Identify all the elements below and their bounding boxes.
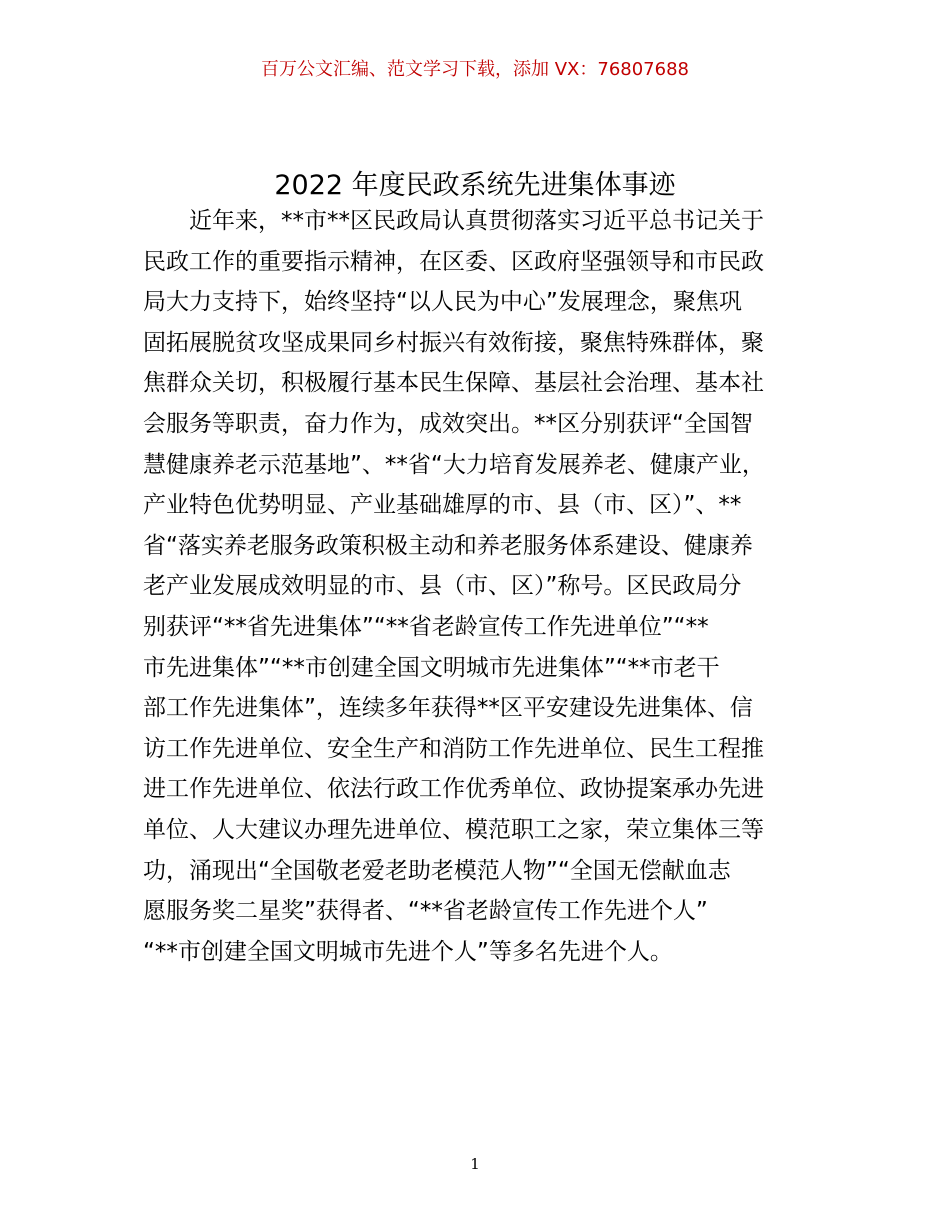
body-line: 产业特色优势明显、产业基础雄厚的市、县（市、区）”、** xyxy=(143,492,742,519)
body-line: 局大力支持下，始终坚持“以人民为中心”发展理念，聚焦巩 xyxy=(143,289,742,316)
body-line: 民政工作的重要指示精神，在区委、区政府坚强领导和市民政 xyxy=(143,248,764,275)
body-line: 省“落实养老服务政策积极主动和养老服务体系建设、健康养 xyxy=(143,532,753,559)
body-line: 单位、人大建议办理先进单位、模范职工之家，荣立集体三等 xyxy=(143,816,764,843)
body-line: 老产业发展成效明显的市、县（市、区）”称号。区民政局分 xyxy=(143,573,742,600)
body-line: 进工作先进单位、依法行政工作优秀单位、政协提案承办先进 xyxy=(143,776,764,803)
header-banner: 百万公文汇编、范文学习下载，添加 VX：76807688 xyxy=(261,59,689,80)
page-number: 1 xyxy=(470,1155,480,1173)
document-title: 2022 年度民政系统先进集体事迹 xyxy=(274,170,676,201)
body-line: “**市创建全国文明城市先进个人”等多名先进个人。 xyxy=(143,938,673,965)
body-line: 固拓展脱贫攻坚成果同乡村振兴有效衔接，聚焦特殊群体，聚 xyxy=(143,329,764,356)
body-line: 别获评“**省先进集体”“**省老龄宣传工作先进单位”“** xyxy=(143,613,709,640)
document-body xyxy=(143,201,815,972)
body-line: 访工作先进单位、安全生产和消防工作先进单位、民生工程推 xyxy=(143,735,764,762)
body-line: 功，涌现出“全国敬老爱老助老模范人物”“全国无偿献血志 xyxy=(143,857,731,884)
body-line: 会服务等职责，奋力作为，成效突出。**区分别获评“全国智 xyxy=(143,410,753,437)
body-line: 焦群众关切，积极履行基本民生保障、基层社会治理、基本社 xyxy=(143,370,764,397)
body-line: 部工作先进集体”，连续多年获得**区平安建设先进集体、信 xyxy=(143,695,753,722)
body-line: 市先进集体”“**市创建全国文明城市先进集体”“**市老干 xyxy=(143,654,720,681)
body-line: 愿服务奖二星奖”获得者、“**省老龄宣传工作先进个人” xyxy=(143,898,708,925)
body-line: 慧健康养老示范基地”、**省“大力培育发展养老、健康产业， xyxy=(143,451,765,478)
body-line: 近年来，**市**区民政局认真贯彻落实习近平总书记关于 xyxy=(189,208,764,234)
